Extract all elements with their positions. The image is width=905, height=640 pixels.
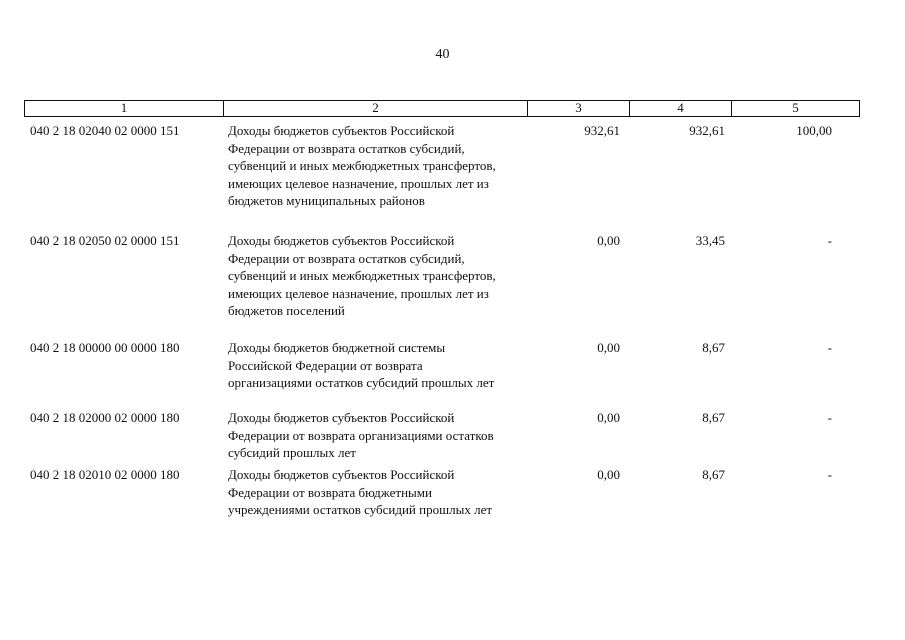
value-col-3: 932,61 [584, 123, 620, 138]
value-col-5: - [827, 467, 832, 482]
description-line: Доходы бюджетов субъектов Российской [228, 410, 455, 425]
header-col-5: 5 [731, 101, 859, 116]
value-col-5: - [827, 233, 832, 248]
description-line: субсидий прошлых лет [228, 445, 356, 460]
row-description [228, 466, 533, 519]
value-col-3: 0,00 [597, 233, 620, 248]
value-col-5: 100,00 [796, 123, 832, 138]
budget-code: 040 2 18 02000 02 0000 180 [30, 410, 180, 425]
table-header [24, 100, 860, 117]
value-col-4: 8,67 [702, 340, 725, 355]
value-col-5: - [827, 340, 832, 355]
header-col-3: 3 [527, 101, 629, 116]
row-description [228, 339, 533, 392]
value-col-4: 8,67 [702, 467, 725, 482]
value-col-5: - [827, 410, 832, 425]
row-description [228, 409, 533, 462]
budget-code: 040 2 18 02050 02 0000 151 [30, 233, 180, 248]
description-line: Доходы бюджетов субъектов Российской [228, 467, 455, 482]
description-line: имеющих целевое назначение, прошлых лет из [228, 285, 489, 301]
header-col-2: 2 [223, 101, 527, 116]
budget-code: 040 2 18 02040 02 0000 151 [30, 123, 180, 138]
value-col-4: 33,45 [695, 233, 725, 248]
description-line: Доходы бюджетов бюджетной системы [228, 340, 446, 355]
page-number: 40 [435, 47, 450, 62]
description-line: субвенций и иных межбюджетных трансфертов, [228, 158, 496, 173]
description-line: Федерации от возврата остатков субсидий, [228, 250, 465, 266]
row-description [228, 122, 533, 210]
description-line: Федерации от возврата бюджетными [228, 484, 432, 500]
description-line: Российской Федерации от возврата [228, 357, 423, 373]
value-col-4: 8,67 [702, 410, 725, 425]
value-col-3: 0,00 [597, 340, 620, 355]
description-line: бюджетов муниципальных районов [228, 193, 425, 208]
value-col-4: 932,61 [689, 123, 725, 138]
value-col-3: 0,00 [597, 410, 620, 425]
description-line: учреждениями остатков субсидий прошлых лет [228, 502, 493, 517]
description-line: субвенций и иных межбюджетных трансфертов, [228, 268, 496, 283]
budget-code: 040 2 18 02010 02 0000 180 [30, 467, 180, 482]
description-line: Доходы бюджетов субъектов Российской [228, 123, 455, 138]
description-line: бюджетов поселений [228, 303, 345, 318]
description-line: организациями остатков субсидий прошлых лет [228, 375, 495, 390]
row-description [228, 232, 533, 320]
header-col-4: 4 [629, 101, 731, 116]
description-line: Доходы бюджетов субъектов Российской [228, 233, 455, 248]
description-line: Федерации от возврата остатков субсидий, [228, 140, 465, 156]
header-col-1: 1 [120, 100, 128, 115]
value-col-3: 0,00 [597, 467, 620, 482]
description-line: имеющих целевое назначение, прошлых лет из [228, 175, 489, 191]
budget-code: 040 2 18 00000 00 0000 180 [30, 340, 180, 355]
description-line: Федерации от возврата организациями остатков [228, 427, 494, 443]
